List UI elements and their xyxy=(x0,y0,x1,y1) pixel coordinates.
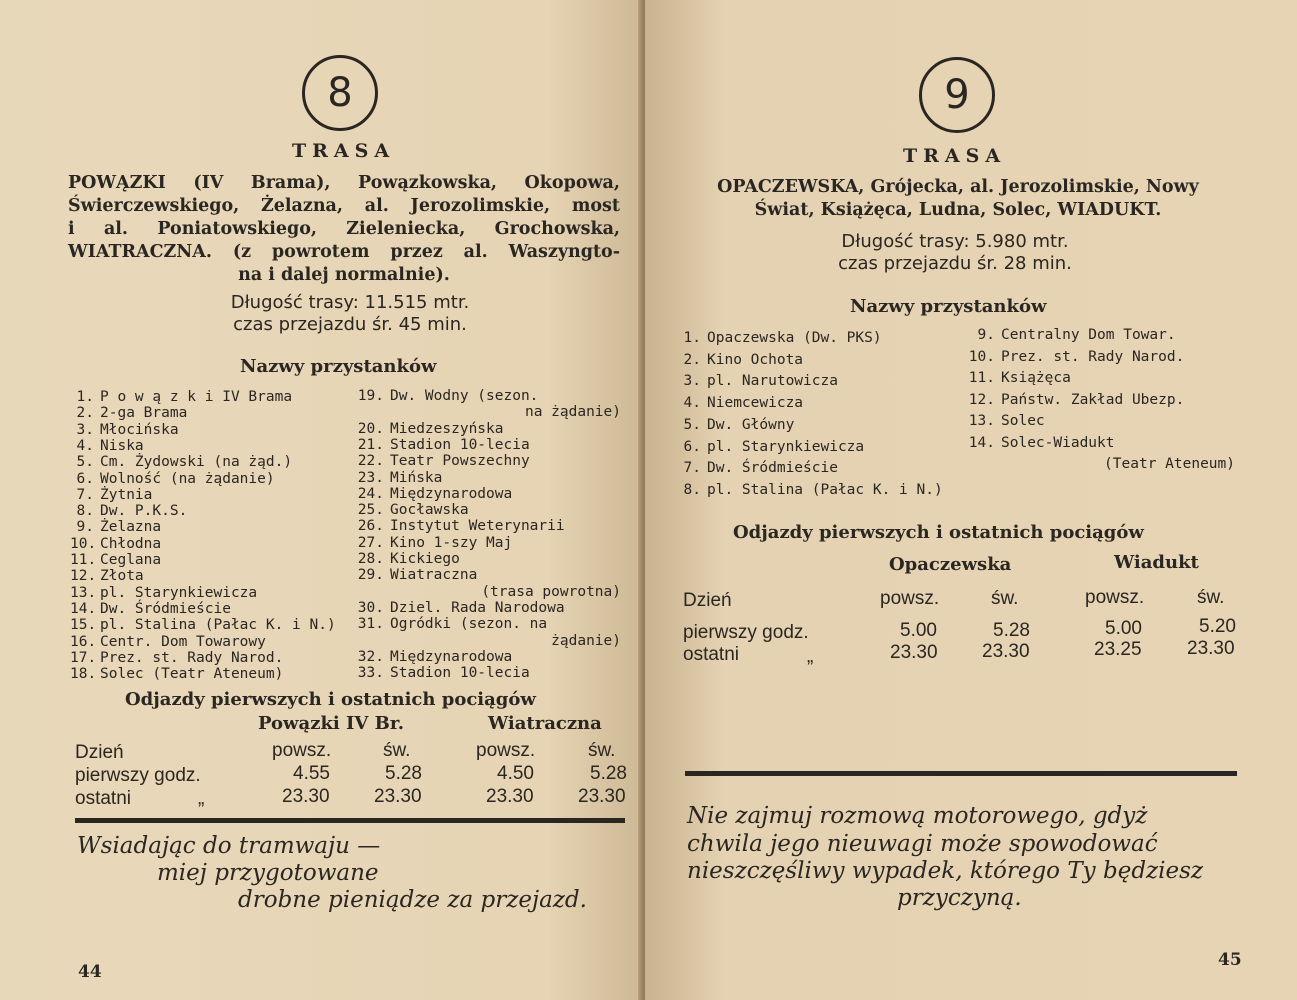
stop-item xyxy=(70,487,152,503)
weekday-header: powsz. xyxy=(476,740,536,761)
ditto-mark: „ xyxy=(807,646,814,667)
stop-number: 1. xyxy=(683,330,701,346)
stop-item xyxy=(967,370,1071,386)
stop-item xyxy=(683,352,803,368)
stop-name: Dw. Główny xyxy=(707,416,795,433)
stop-number: 6. xyxy=(683,438,701,455)
notice-line: miej przygotowane xyxy=(157,860,379,886)
stop-item xyxy=(356,437,530,453)
stop-number: 19. xyxy=(357,388,384,404)
stop-name: Miedzeszyńska xyxy=(390,420,504,437)
stop-name: Wiatraczna xyxy=(390,567,478,584)
stop-name: pl. Starynkiewicza xyxy=(707,438,865,455)
route-length-block xyxy=(675,231,1235,275)
stop-item xyxy=(356,551,460,567)
time-cell: 4.50 xyxy=(497,763,534,784)
time-cell: 5.20 xyxy=(1199,616,1236,637)
stop-item xyxy=(70,585,257,601)
stop-name: Kino 1-szy Maj xyxy=(390,534,513,551)
stop-item xyxy=(70,536,161,552)
stop-name-continuation: (trasa powrotna) xyxy=(481,583,621,600)
stop-item xyxy=(967,413,1045,429)
stop-number: 8. xyxy=(683,481,701,498)
stops-heading: Nazwy przystanków xyxy=(850,296,1047,317)
route-line: na i dalej normalnie). xyxy=(238,265,450,285)
stop-number: 16. xyxy=(70,633,97,650)
stop-item xyxy=(967,327,1176,343)
stop-name: Stadion 10-lecia xyxy=(390,665,530,682)
route-line: OPACZEWSKA, Grójecka, al. Jerozolimskie, Nowy xyxy=(717,177,1199,197)
stop-name: Międzynarodowa xyxy=(390,485,513,502)
trasa-label: TRASA xyxy=(292,140,396,162)
stop-item xyxy=(356,649,512,665)
notice-line: przyczyną. xyxy=(897,885,1022,911)
stop-number: 5. xyxy=(76,454,94,471)
stop-name: pl. Stalina (Pałac K. i N.) xyxy=(100,617,336,634)
stop-number: 23. xyxy=(357,469,384,486)
stop-number: 9. xyxy=(977,327,995,343)
stop-item xyxy=(356,518,565,534)
stop-number: 14. xyxy=(968,434,995,451)
stop-name: Żytnia xyxy=(100,486,153,503)
stop-name: Kickiego xyxy=(390,551,460,567)
stop-item xyxy=(356,600,565,616)
stop-number: 8. xyxy=(76,503,94,520)
stop-number: 2. xyxy=(76,405,94,422)
notice-line: drobne pieniądze za przejazd. xyxy=(238,887,587,913)
last-label: ostatni xyxy=(683,644,739,665)
stop-number: 31. xyxy=(357,616,384,633)
holiday-header: św. xyxy=(1197,587,1225,608)
terminal-b: Wiadukt xyxy=(1114,552,1199,573)
stop-name: Złota xyxy=(100,568,144,585)
stop-item xyxy=(967,349,1184,365)
departures-heading: Odjazdy pierwszych i ostatnich pociągów xyxy=(125,689,536,710)
stop-number: 13. xyxy=(70,584,97,601)
stop-number: 24. xyxy=(357,485,384,502)
stop-item xyxy=(356,486,512,502)
stop-number: 17. xyxy=(70,649,97,666)
stop-item xyxy=(70,552,161,568)
route-line: i al. Poniatowskiego, Zieleniecka, Grochowska, xyxy=(68,219,620,239)
notice-line: Nie zajmuj rozmową motorowego, gdyż xyxy=(687,803,1148,829)
day-label: Dzień xyxy=(683,590,732,611)
stop-name: Prez. st. Rady Narod. xyxy=(100,649,284,666)
stop-item xyxy=(70,503,187,519)
stop-name: Mińska xyxy=(390,469,443,486)
weekday-header: powsz. xyxy=(1085,587,1145,608)
stop-name: Kino Ochota xyxy=(707,351,804,368)
stop-item xyxy=(356,567,477,583)
stop-number: 33. xyxy=(357,665,384,682)
route-line: Świat, Książęca, Ludna, Solec, WIADUKT. xyxy=(754,200,1162,220)
stop-item xyxy=(70,519,161,535)
stop-name: Dw. P.K.S. xyxy=(100,503,188,520)
travel-time: czas przejazdu śr. 28 min. xyxy=(838,253,1072,274)
stop-number: 5. xyxy=(683,416,701,433)
stop-item xyxy=(356,502,469,518)
stop-name: Cm. Żydowski (na żąd.) xyxy=(100,454,293,471)
stop-name: Książęca xyxy=(1001,370,1071,386)
stop-item xyxy=(70,617,336,633)
time-cell: 23.30 xyxy=(486,786,534,807)
departures-heading: Odjazdy pierwszych i ostatnich pociągów xyxy=(733,522,1144,543)
time-cell: 5.00 xyxy=(1105,618,1142,639)
page-number: 44 xyxy=(78,962,102,982)
stop-item xyxy=(683,373,838,389)
stop-item xyxy=(683,439,864,455)
stop-name-continuation: żądanie) xyxy=(551,632,621,649)
route-number: 9 xyxy=(944,72,970,118)
stop-number: 26. xyxy=(357,518,384,535)
holiday-header: św. xyxy=(383,740,411,761)
terminal-a: Powązki IV Br. xyxy=(258,713,404,734)
time-cell: 23.30 xyxy=(890,642,938,663)
day-label: Dzień xyxy=(75,742,124,763)
stop-item xyxy=(683,330,882,346)
page-number: 45 xyxy=(1218,950,1242,970)
stop-item xyxy=(967,435,1115,451)
stop-number: 4. xyxy=(683,395,701,412)
stop-number: 4. xyxy=(76,437,94,454)
stop-item xyxy=(70,422,179,438)
stop-number: 12. xyxy=(70,568,97,585)
notice-line: nieszczęśliwy wypadek, którego Ty będziesz xyxy=(687,858,1204,884)
time-cell: 23.30 xyxy=(282,786,330,807)
weekday-header: powsz. xyxy=(272,740,332,761)
left-page xyxy=(0,0,643,1000)
stop-item xyxy=(356,616,547,632)
route-description xyxy=(678,176,1238,222)
stop-item xyxy=(356,421,504,437)
terminal-b: Wiatraczna xyxy=(488,713,602,734)
holiday-header: św. xyxy=(588,740,616,761)
time-cell: 5.00 xyxy=(900,620,937,641)
stop-number: 18. xyxy=(70,666,97,683)
stop-name: P o w ą z k i IV Brama xyxy=(100,389,293,405)
time-cell: 23.25 xyxy=(1094,639,1142,660)
stop-number: 21. xyxy=(357,436,384,453)
stop-item xyxy=(70,438,144,454)
stop-number: 2. xyxy=(683,351,701,368)
stop-number: 7. xyxy=(683,460,701,477)
stop-number: 12. xyxy=(968,391,995,408)
notice-line: chwila jego nieuwagi może spowodować xyxy=(687,831,1158,857)
travel-time: czas przejazdu śr. 45 min. xyxy=(233,314,467,335)
stop-name: Gocławska xyxy=(390,502,469,519)
stop-item xyxy=(683,460,838,476)
route-number: 8 xyxy=(327,70,353,116)
stop-item xyxy=(70,471,275,487)
stop-name: Centralny Dom Towar. xyxy=(1001,327,1176,343)
notice-line: Wsiadając do tramwaju — xyxy=(77,833,381,859)
stop-name: Centr. Dom Towarowy xyxy=(100,633,266,650)
stop-name: Dw. Śródmieście xyxy=(100,600,231,617)
stop-name: Stadion 10-lecia xyxy=(390,436,530,453)
weekday-header: powsz. xyxy=(880,588,940,609)
stop-name: Solec xyxy=(1001,413,1045,429)
stop-name: Młocińska xyxy=(100,421,179,438)
route-number-badge xyxy=(302,55,378,131)
stop-number: 22. xyxy=(357,453,384,470)
first-label: pierwszy godz. xyxy=(75,765,201,786)
stop-name-continuation: na żądanie) xyxy=(524,404,621,421)
stop-name: pl. Stalina (Pałac K. i N.) xyxy=(707,481,943,498)
route-line: WIATRACZNA. (z powrotem przez al. Waszyngto- xyxy=(68,242,620,262)
time-cell: 23.30 xyxy=(374,786,422,807)
route-description xyxy=(68,172,620,287)
stop-number: 27. xyxy=(357,534,384,551)
time-cell: 23.30 xyxy=(1187,638,1235,659)
stop-item xyxy=(356,388,538,404)
stop-item xyxy=(683,482,943,498)
stop-number: 20. xyxy=(357,420,384,437)
stop-number: 29. xyxy=(357,567,384,584)
stop-number: 10. xyxy=(70,535,97,552)
stop-number: 13. xyxy=(968,413,995,429)
stop-number: 6. xyxy=(76,470,94,487)
stop-number: 10. xyxy=(968,348,995,365)
stop-name: Solec (Teatr Ateneum) xyxy=(100,666,284,683)
stop-name: Solec-Wiadukt xyxy=(1001,434,1115,451)
stop-item xyxy=(683,417,794,433)
stop-name: Niemcewicza xyxy=(707,395,804,412)
stop-number: 3. xyxy=(683,373,701,390)
stop-number: 11. xyxy=(968,370,995,386)
stop-item xyxy=(70,650,283,666)
stop-name: Instytut Weterynarii xyxy=(390,518,565,535)
holiday-header: św. xyxy=(991,588,1019,609)
time-cell: 5.28 xyxy=(590,763,627,784)
last-label: ostatni xyxy=(75,788,131,809)
time-cell: 4.55 xyxy=(293,763,330,784)
time-cell: 5.28 xyxy=(385,763,422,784)
stop-number: 28. xyxy=(357,551,384,567)
stop-item xyxy=(356,535,512,551)
stop-name: pl. Starynkiewicza xyxy=(100,584,258,601)
stop-number: 3. xyxy=(76,421,94,438)
stop-name: Ogródki (sezon. na xyxy=(390,616,548,633)
stop-item xyxy=(683,395,803,411)
stop-name-continuation: (Teatr Ateneum) xyxy=(1104,456,1235,472)
stop-number: 30. xyxy=(357,599,384,616)
stop-name: Wolność (na żądanie) xyxy=(100,470,275,487)
stop-number: 25. xyxy=(357,502,384,519)
stop-item xyxy=(967,392,1184,408)
stop-name: pl. Narutowicza xyxy=(707,373,838,390)
route-line: POWĄZKI (IV Brama), Powązkowska, Okopowa, xyxy=(68,173,620,193)
stops-heading: Nazwy przystanków xyxy=(240,356,437,377)
route-length-block xyxy=(60,292,640,336)
divider xyxy=(75,818,625,823)
terminal-a: Opaczewska xyxy=(889,554,1012,575)
stop-number: 15. xyxy=(70,617,97,634)
stop-name: Dw. Śródmieście xyxy=(707,460,838,477)
stop-item xyxy=(70,666,283,682)
stop-item xyxy=(70,405,187,421)
right-page xyxy=(645,0,1297,1000)
stop-number: 9. xyxy=(76,519,94,536)
stop-name: Państw. Zakład Ubezp. xyxy=(1001,391,1185,408)
stop-number: 14. xyxy=(70,600,97,617)
stop-name: Żelazna xyxy=(100,519,162,536)
stop-number: 11. xyxy=(70,552,97,568)
stop-item xyxy=(70,389,292,405)
divider xyxy=(685,771,1237,776)
stop-item xyxy=(70,454,292,470)
stop-name: Prez. st. Rady Narod. xyxy=(1001,348,1185,365)
stop-item xyxy=(70,568,144,584)
stop-number: 32. xyxy=(357,648,384,665)
first-label: pierwszy godz. xyxy=(683,622,809,643)
stop-name: Dziel. Rada Narodowa xyxy=(390,599,565,616)
stop-name: 2-ga Brama xyxy=(100,405,188,422)
route-line: Świerczewskiego, Żelazna, al. Jerozolimskie, most xyxy=(68,196,620,216)
stop-name: Międzynarodowa xyxy=(390,648,513,665)
time-cell: 23.30 xyxy=(982,641,1030,662)
time-cell: 23.30 xyxy=(578,786,626,807)
stop-item xyxy=(356,453,530,469)
stop-item xyxy=(70,601,231,617)
route-length: Długość trasy: 11.515 mtr. xyxy=(230,292,470,313)
stop-name: Chłodna xyxy=(100,535,162,552)
route-number-badge xyxy=(919,57,995,133)
route-length: Długość trasy: 5.980 mtr. xyxy=(841,231,1069,252)
stop-item xyxy=(356,665,530,681)
stop-item xyxy=(70,634,266,650)
stop-name: Opaczewska (Dw. PKS) xyxy=(707,330,882,346)
stop-name: Dw. Wodny (sezon. xyxy=(390,388,539,404)
stop-number: 1. xyxy=(76,389,94,405)
stop-item xyxy=(356,470,442,486)
stop-number: 7. xyxy=(76,486,94,503)
trasa-label: TRASA xyxy=(903,145,1007,167)
stop-name: Teatr Powszechny xyxy=(390,453,530,470)
time-cell: 5.28 xyxy=(993,620,1030,641)
stop-name: Niska xyxy=(100,437,144,454)
stop-name: Ceglana xyxy=(100,552,162,568)
ditto-mark: „ xyxy=(198,788,205,809)
